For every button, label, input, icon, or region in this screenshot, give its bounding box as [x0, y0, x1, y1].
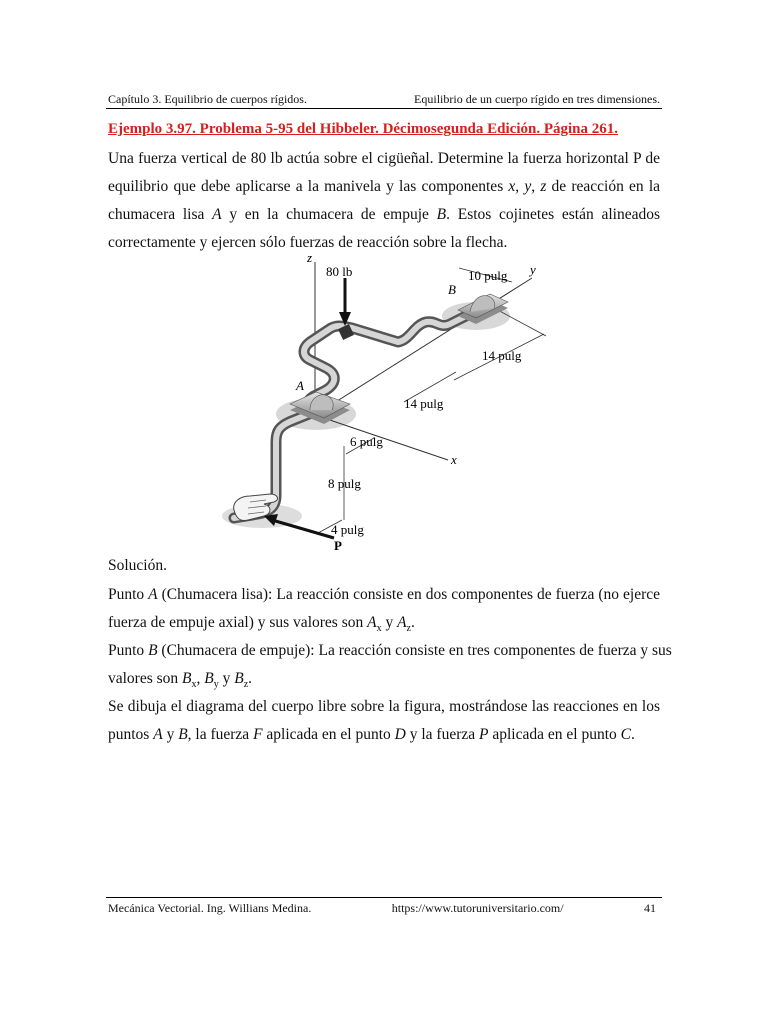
crankshaft-figure [214, 250, 554, 554]
bearing-b-label: B [448, 282, 456, 297]
dim-10-label: 10 pulg [468, 268, 508, 283]
statement-line: equilibrio que debe aplicarse a la manivela y las componentes x, y, z de reacción en la [108, 178, 661, 195]
footer-author: Mecánica Vectorial. Ing. Willians Medina. [108, 901, 312, 915]
dim-4-label: 4 pulg [331, 522, 364, 537]
solution-line: fuerza de empuje axial) y sus valores son $A_x$ y $A_z$. [108, 614, 415, 635]
dim-14a-label: 14 pulg [482, 348, 522, 363]
solution-line: puntos A y B, la fuerza F aplicada en el punto D y la fuerza P aplicada en el punto C. [108, 726, 635, 743]
solution-heading: Solución. [108, 557, 167, 574]
header-rule [106, 108, 662, 109]
dim-14b-label: 14 pulg [404, 396, 444, 411]
statement-line: chumacera lisa A y en la chumacera de empuje B. Estos cojinetes están alineados [108, 206, 660, 223]
dim-6-label: 6 pulg [350, 434, 383, 449]
solution-line: Se dibuja el diagrama del cuerpo libre sobre la figura, mostrándose las reacciones en los [108, 698, 660, 715]
z-axis-label: z [306, 250, 312, 265]
force-label: 80 lb [326, 264, 353, 279]
page-header [108, 92, 660, 107]
page-number: 41 [644, 901, 656, 915]
example-title: Ejemplo 3.97. Problema 5-95 del Hibbeler. Décimosegunda Edición. Página 261. [108, 121, 619, 137]
header-chapter: Capítulo 3. Equilibrio de cuerpos rígidos. [108, 92, 307, 106]
p-force-label: P [334, 538, 342, 553]
statement-line: Una fuerza vertical de 80 lb actúa sobre el cigüeñal. Determine la fuerza horizontal P de [108, 150, 660, 167]
solution-line: valores son $B_x$, $B_y$ y $B_z$. [108, 670, 253, 691]
problem-statement [108, 145, 660, 257]
dim-8-label: 8 pulg [328, 476, 361, 491]
solution-body [108, 581, 672, 749]
footer-url[interactable]: https://www.tutoruniversitario.com/ [391, 901, 564, 915]
x-axis-label: x [451, 452, 457, 467]
header-section: Equilibrio de un cuerpo rígido en tres dimensiones. [414, 92, 660, 106]
statement-line: correctamente y ejercen sólo fuerzas de reacción sobre la flecha. [108, 234, 508, 251]
page-footer [108, 901, 656, 916]
footer-rule [106, 897, 662, 898]
solution-line: Punto B (Chumacera de empuje): La reacción consiste en tres componentes de fuerza y sus [108, 642, 672, 659]
bearing-a-label: A [296, 378, 304, 393]
solution-line: Punto A (Chumacera lisa): La reacción consiste en dos componentes de fuerza (no ejerce [108, 586, 660, 603]
y-axis-label: y [530, 262, 536, 277]
